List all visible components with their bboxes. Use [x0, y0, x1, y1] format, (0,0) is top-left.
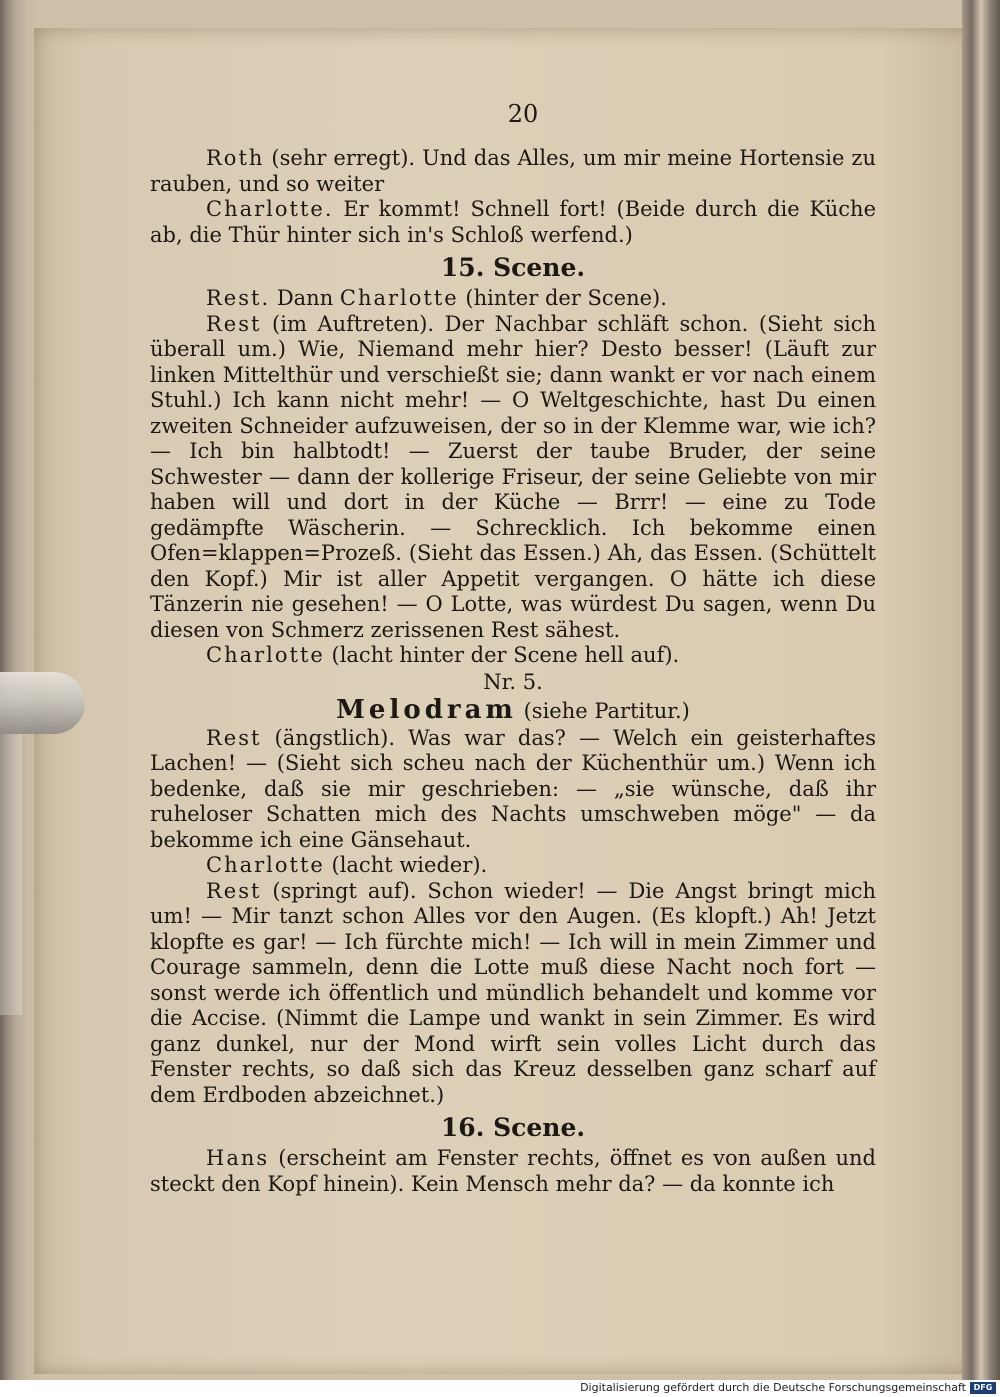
bookmark-band	[0, 695, 22, 1015]
speaker-name: Roth	[206, 146, 265, 170]
speaker-name: Rest	[206, 311, 262, 336]
scene-heading-15: 15. Scene.	[440, 253, 586, 282]
speaker-name: Rest.	[206, 286, 271, 310]
paragraph-text: (springt auf). Schon wieder! — Die Angst bringt mich um! — Mir tanzt schon Alles vor den Augen. (Es klopft.) Ah! Jetzt klopfte es gar! — Ich fürchte mich! — Ich will in mein Zimmer und Courage sammeln, denn die Lotte muß diese Nacht noch fort — sonst werde ich öffentlich und mündlich behandelt und komme vor die Accise. (Nimmt die Lampe und wankt in sein Zimmer. Es wird ganz dunkel, nur der Mond wirft sein volles Licht durch das Fenster rechts, so daß sich das Kreuz desselben ganz scharf auf dem Erdboden abzeichnet.)	[150, 878, 876, 1107]
paragraph-text: (lacht wieder).	[324, 853, 488, 877]
melodram-note: (siehe Partitur.)	[516, 698, 690, 723]
speaker-name: Charlotte.	[206, 197, 334, 221]
funding-credit: Digitalisierung gefördert durch die Deutsche Forschungsgemeinschaft	[580, 1381, 966, 1394]
paragraph-text: (erscheint am Fenster rechts, öffnet es von außen und steckt den Kopf hinein). Kein Mensch mehr da? — da konnte ich	[150, 1146, 876, 1196]
melodram-heading: Melodram	[336, 694, 517, 725]
speaker-name: Rest	[206, 725, 262, 750]
paragraph-charlotte	[150, 197, 876, 248]
paragraph-text: (im Auftreten). Der Nachbar schläft schon. (Sieht sich überall um.) Wie, Niemand mehr hier? Desto besser! (Läuft zur linken Mittelthür und verschießt sie; dann wankt er vor nach einem Stuhl.) Ich kann nicht mehr! — O Weltgeschichte, hast Du einen zweiten Schneider aufzuweisen, der so in der Klemme war, wie ich? — Ich bin halbtodt! — Zuerst der taube Bruder, der seine Schwester — dann der kollerige Friseur, der seine Geliebte von mir haben will und dort in der Küche — Brrr! — eine zu Tode gedämpfte Wäscherin. — Schrecklich. Ich bekomme einen Ofen=klappen=Prozeß. (Sieht das Essen.) Ah, das Essen. (Schüttelt den Kopf.) Mir ist aller Appetit vergangen. O hätte ich diese Tänzerin nie gesehen! — O Lotte, was würdest Du sagen, wenn Du diesen von Schmerz zerissenen Rest sähest.	[150, 311, 876, 642]
melodram-title	[150, 695, 876, 726]
speaker-name: Hans	[206, 1146, 270, 1170]
cast-text: (hinter der Scene).	[458, 286, 667, 310]
paragraph-rest-monologue	[150, 312, 876, 644]
paragraph-rest-jumps	[150, 879, 876, 1109]
scene-cast	[150, 286, 876, 312]
page-text	[150, 100, 876, 1197]
paragraph-charlotte-laughs	[150, 643, 876, 669]
paragraph-text: (sehr erregt). Und das Alles, um mir meine Hortensie zu rauben, und so weiter	[150, 146, 876, 196]
paragraph-text: (lacht hinter der Scene hell auf).	[324, 643, 680, 667]
book-spine-edge	[962, 0, 1000, 1380]
speaker-name: Charlotte	[206, 643, 325, 667]
page-number: 20	[507, 100, 539, 128]
speaker-name: Charlotte	[339, 286, 459, 310]
paragraph-text: Er kommt! Schnell fort! (Beide durch die Küche ab, die Thür hinter sich in's Schloß werfend.)	[150, 197, 876, 247]
cast-text: Dann	[270, 286, 340, 310]
paragraph-rest-anxious	[150, 726, 876, 854]
bookmark-tab	[0, 672, 85, 734]
speaker-name: Rest	[206, 878, 262, 903]
paragraph-text: (ängstlich). Was war das? — Welch ein geisterhaftes Lachen! — (Sieht sich scheu nach der Küchenthür um.) Wenn ich bedenke, daß sie mir geschrieben: — „sie wünsche, daß ihr ruheloser Schatten mich des Nachts umschweben möge" — da bekomme ich eine Gänsehaut.	[150, 725, 876, 852]
number-label: Nr. 5.	[483, 669, 543, 694]
paragraph-roth	[150, 146, 876, 197]
speaker-name: Charlotte	[206, 853, 325, 877]
paragraph-hans	[150, 1146, 876, 1197]
scene-heading-16: 16. Scene.	[440, 1113, 586, 1142]
dfg-logo: DFG	[970, 1382, 996, 1394]
paragraph-charlotte-again	[150, 853, 876, 879]
